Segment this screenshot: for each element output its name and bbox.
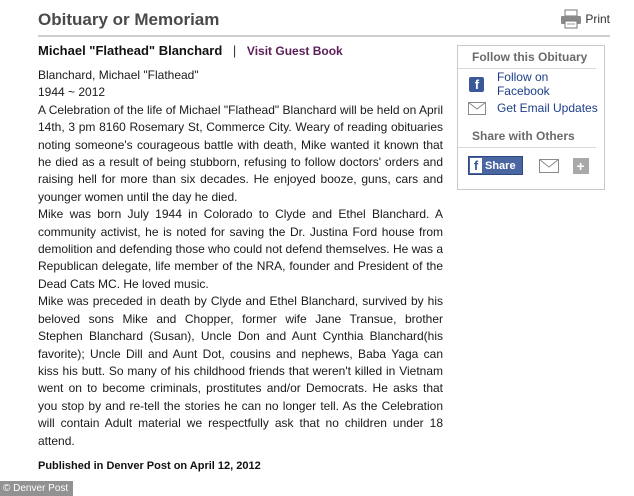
share-row <box>458 148 604 175</box>
follow-on-facebook-button[interactable] <box>458 72 604 96</box>
visit-guest-book-link[interactable]: Visit Guest Book <box>246 44 343 58</box>
paragraph-biography: Mike was born July 1944 in Colorado to Clyde and Ethel Blanchard. A community activist, he is noted for saving the Dr. Justina Ford house from demolition and defending those who could not defend themselves. He was a Republican delegate, life member of the NRA, founder and President of the Dead Cats MC. He loved music. <box>38 207 443 291</box>
page-header <box>38 7 610 37</box>
print-button[interactable] <box>560 9 610 29</box>
more-share-plus-icon[interactable]: + <box>573 158 589 174</box>
follow-section-title: Follow this Obituary <box>458 46 596 69</box>
name-line: Blanchard, Michael "Flathead" <box>38 68 199 82</box>
obituary-body <box>38 67 443 450</box>
deceased-name: Michael "Flathead" Blanchard <box>38 43 223 58</box>
sidebar-panel <box>457 45 605 190</box>
facebook-share-button[interactable] <box>468 156 523 175</box>
envelope-icon <box>468 99 486 117</box>
page-title: Obituary or Memoriam <box>38 10 220 29</box>
paragraph-survivors: Mike was preceded in death by Clyde and Ethel Blanchard, survived by his beloved sons Mike and Chopper, former wife Jane Transue, brother Stephen Blanchard (Susan), Uncle Don and Aunt Cynthia Blanchard(his favorite); Uncle Dill and Aunt Dot, cousins and nephews, Baba Yaga can kiss his butt. So many of his childhood friends that weren't killed in Vietnam went on to become criminals, prostitutes and/or Democrats. He asks that you stop by and re-tell the stories he can no longer tell. As the Celebration will contain Adult material we respectfully ask that no children under 18 attend. <box>38 294 443 448</box>
facebook-icon: f <box>468 75 486 93</box>
printer-icon <box>560 9 582 29</box>
copyright-watermark: © Denver Post <box>0 481 73 496</box>
paragraph-celebration: A Celebration of the life of Michael "Flathead" Blanchard will be held on April 14th, 3 pm 8160 Rosemary St, Commerce City. Weary of reading obituaries noting someone's courageous battle with death, Mike wanted it known that he died as a result of being stubborn, refusing to follow doctors' orders and raising hell for more than six decades. He enjoyed booze, guns, cars and younger women until the day he died. <box>38 102 443 204</box>
follow-on-facebook-label: Follow on Facebook <box>496 70 550 98</box>
email-share-icon[interactable] <box>539 159 559 173</box>
life-years: 1944 ~ 2012 <box>38 85 106 100</box>
heading-separator: | <box>232 43 237 58</box>
get-email-updates-button[interactable] <box>458 96 604 120</box>
facebook-share-icon: f <box>470 158 482 173</box>
obituary-heading <box>38 43 343 58</box>
get-email-updates-label: Get Email Updates <box>497 101 598 115</box>
print-label: Print <box>585 12 610 26</box>
share-section-title: Share with Others <box>458 125 596 148</box>
published-note: Published in Denver Post on April 12, 2012 <box>38 460 261 472</box>
facebook-share-label: Share <box>485 159 516 172</box>
